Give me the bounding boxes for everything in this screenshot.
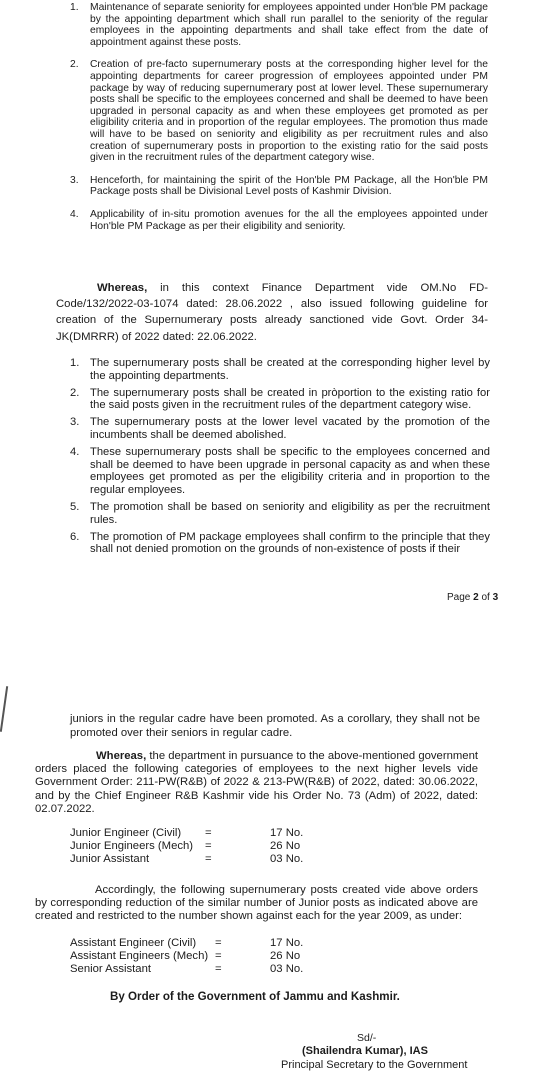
accordingly-paragraph: Accordingly, the following supernumerary posts created vide above orders by corresponding reduction of the similar number of Junior posts as indicated above are created and restricted to the number shown against each for the year 2009, as under:	[35, 884, 478, 923]
post-category: Junior Engineer (Civil)	[70, 827, 182, 839]
post-count: 03 No.	[270, 963, 304, 976]
equals-sign: =	[205, 853, 212, 866]
whereas-lead: Whereas,	[96, 750, 147, 762]
table-row	[70, 853, 410, 866]
continuation-text: juniors in the regular cadre have been promoted. As a corollary, they shall not be promoted over their seniors in regular cadre.	[70, 713, 480, 740]
list-item-text: Henceforth, for maintaining the spirit of the Hon'ble PM Package, all the Hon'ble PM Package posts shall be Divisional Level posts of Kashmir Division.	[90, 174, 488, 198]
post-count: 26 No	[270, 950, 301, 963]
finance-guideline-list	[70, 357, 490, 560]
list-item-text: Creation of pre-facto supernumerary posts at the corresponding higher level for the appointing departments for career progression of employees appointed under PM package by way of reducing supernumerary post at lower level. These supernumerary posts shall be specific to the employees concerned and shall be deemed to have been upgraded in personal capacity as and when these employees get promoted as per eligibility criteria and in proportion of the regular employees. The promotion thus made will have to be based on seniority and eligibility as per recruitment rules and also creation of supernumerary posts in proportion to the existing ratio for the said posts given in the recruitment rules of the department category wise.	[90, 59, 488, 164]
post-category: Senior Assistant	[70, 963, 152, 976]
list-item-text: The supernumerary posts shall be created in pròportion to the existing ratio for the said posts given in the recruitment rules of the department category wise.	[90, 386, 490, 412]
equals-sign: =	[215, 950, 222, 963]
page-gap	[0, 640, 540, 672]
list-item	[70, 416, 490, 442]
whereas-finance-paragraph	[56, 280, 488, 345]
list-item-number: 2.	[70, 59, 79, 71]
list-item-text: The promotion of PM package employees shall confirm to the principle that they shall not denied promotion on the grounds of non-existence of posts if their	[90, 530, 490, 556]
post-count: 26 No	[270, 840, 301, 853]
list-item-number: 3.	[70, 416, 80, 429]
list-item	[70, 2, 488, 48]
post-count: 17 No.	[270, 827, 304, 839]
list-item-text: The supernumerary posts shall be created at the corresponding higher level by the appointing departments.	[90, 357, 490, 382]
list-item	[70, 387, 490, 413]
list-item	[70, 59, 488, 163]
page-number-total: 3	[492, 592, 499, 603]
equals-sign: =	[205, 840, 212, 853]
list-item-number: 6.	[70, 530, 80, 543]
signatory-designation: Principal Secretary to the Government	[281, 1059, 468, 1071]
supernumerary-posts-table	[70, 937, 410, 977]
list-item-number: 1.	[70, 2, 79, 13]
post-count: 03 No.	[270, 853, 304, 866]
junior-posts-table	[70, 827, 410, 867]
post-category: Assistant Engineer (Civil)	[70, 937, 197, 949]
order-line: By Order of the Government of Jammu and Kashmir.	[110, 990, 400, 1003]
list-item-number: 5.	[70, 500, 80, 513]
post-category: Junior Assistant	[70, 853, 150, 866]
post-category: Assistant Engineers (Mech)	[70, 950, 209, 963]
table-row	[70, 937, 410, 950]
page-number-current: 2	[473, 592, 479, 603]
page-number-separator: of	[478, 592, 493, 603]
paragraph-text: in this context Finance Department vide OM.No FD-Code/132/2022-03-1074 dated: 28.06.2022 , also issued following guideline for creation of the Supernumerary posts already sanctioned vide Govt. Order 34-JK(DMRRR) of 2022 dated: 22.06.2022.	[56, 282, 488, 343]
paragraph-text: the department in pursuance to the above-mentioned government orders placed the following categories of employees to the next higher levels vide Government Order: 211-PW(R&B) of 2022 & 213-PW(R&B) of 2022, dated: 30.06.2022, and by the Chief Engineer R&B Kashmir vide his Order No. 73 (Adm) of 2022, dated: 02.07.2022.	[35, 750, 478, 815]
list-item	[70, 531, 490, 557]
signatory-name: (Shailendra Kumar), IAS	[302, 1045, 428, 1057]
equals-sign: =	[205, 827, 212, 839]
list-item-text: The promotion shall be based on seniority and eligibility as per the recruitment rules.	[90, 500, 490, 526]
pm-package-measures-list	[70, 2, 488, 243]
list-item-number: 2.	[70, 386, 80, 399]
page-number-prefix: Page	[447, 592, 474, 603]
list-item	[70, 175, 488, 198]
list-item-text: The supernumerary posts at the lower level vacated by the promotion of the incumbents shall be deemed abolished.	[90, 416, 490, 441]
list-item-number: 3.	[70, 174, 79, 186]
list-item	[70, 501, 490, 527]
list-item-number: 1.	[70, 357, 80, 369]
list-item-text: These supernumerary posts shall be specific to the employees concerned and shall be deemed to have been upgrade in personal capacity as and when these employees get promoted as per the eligibility criteria and in proportion to the regular employees.	[90, 445, 490, 497]
list-item-text: Maintenance of separate seniority for employees appointed under Hon'ble PM package by the appointing department which shall run parallel to the seniority of the regular employees in the appointing departments and shall take effect from the date of appointment against these posts.	[90, 2, 488, 48]
table-row	[70, 840, 410, 853]
table-row	[70, 827, 410, 840]
list-item	[70, 446, 490, 497]
list-item-number: 4.	[70, 208, 79, 220]
table-row	[70, 963, 410, 976]
page-number	[447, 592, 498, 603]
list-item	[70, 357, 490, 383]
whereas-department-paragraph	[35, 750, 478, 816]
signature-sd: Sd/-	[357, 1032, 377, 1044]
post-category: Junior Engineers (Mech)	[70, 840, 194, 853]
equals-sign: =	[215, 937, 222, 949]
equals-sign: =	[215, 963, 222, 976]
list-item-number: 4.	[70, 445, 80, 458]
post-count: 17 No.	[270, 937, 304, 949]
table-row	[70, 950, 410, 963]
list-item	[70, 209, 488, 232]
list-item-text: Applicability of in-situ promotion avenues for the all the employees appointed under Hon'ble PM Package as per their eligibility and seniority.	[90, 208, 488, 232]
whereas-lead: Whereas,	[97, 282, 148, 294]
